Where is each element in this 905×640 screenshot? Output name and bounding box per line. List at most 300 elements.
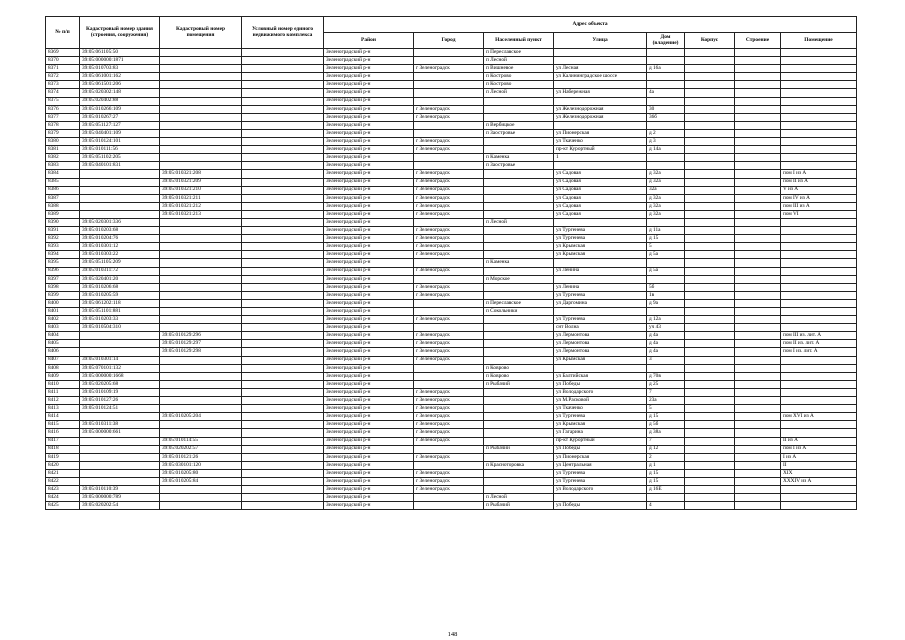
cell-cadastral: 39:05:000000:1871 bbox=[80, 57, 160, 65]
cell-district: Зеленоградский р-н bbox=[324, 121, 414, 129]
cell-house: 5б bbox=[647, 283, 685, 291]
cell-city: г Зеленоградск bbox=[414, 453, 484, 461]
header-address: Адрес объекта bbox=[324, 17, 857, 33]
cell-settlement: п Каменка bbox=[484, 154, 554, 162]
cell-room bbox=[781, 421, 857, 429]
cell-house bbox=[647, 57, 685, 65]
cell-street: ул Тургенева bbox=[554, 291, 647, 299]
cell-conditional bbox=[242, 154, 324, 162]
cell-street: пр-кт Курортный bbox=[554, 146, 647, 154]
cell-conditional bbox=[242, 243, 324, 251]
cell-structure bbox=[735, 97, 781, 105]
cell-building bbox=[685, 170, 735, 178]
cell-street: ул Тургенева bbox=[554, 227, 647, 235]
cell-room-cadastral: 39:05:010129:297 bbox=[160, 340, 242, 348]
cell-street bbox=[554, 494, 647, 502]
cell-cadastral: 39:05:010203:68 bbox=[80, 227, 160, 235]
cell-room bbox=[781, 364, 857, 372]
cell-room bbox=[781, 316, 857, 324]
cell-structure bbox=[735, 121, 781, 129]
cell-cadastral bbox=[80, 210, 160, 218]
cell-room bbox=[781, 275, 857, 283]
cell-settlement bbox=[484, 405, 554, 413]
cell-district: Зеленоградский р-н bbox=[324, 73, 414, 81]
cell-house: 36б bbox=[647, 113, 685, 121]
cell-num: 8383 bbox=[46, 162, 80, 170]
cell-cadastral bbox=[80, 413, 160, 421]
cell-house: 4а bbox=[647, 89, 685, 97]
cell-conditional bbox=[242, 186, 324, 194]
cell-conditional bbox=[242, 364, 324, 372]
cell-room bbox=[781, 81, 857, 89]
cell-city: г Зеленоградск bbox=[414, 146, 484, 154]
cell-cadastral bbox=[80, 340, 160, 348]
cell-building bbox=[685, 308, 735, 316]
cell-cadastral: 39:05:010703:83 bbox=[80, 65, 160, 73]
cell-building bbox=[685, 57, 735, 65]
cell-settlement: п Вишневое bbox=[484, 65, 554, 73]
cell-settlement: п Красноторовка bbox=[484, 461, 554, 469]
table-row bbox=[46, 57, 857, 65]
table-row bbox=[46, 380, 857, 388]
cell-structure bbox=[735, 413, 781, 421]
cell-city bbox=[414, 308, 484, 316]
cell-num: 8373 bbox=[46, 81, 80, 89]
cell-house: д 16Е bbox=[647, 486, 685, 494]
cell-room bbox=[781, 113, 857, 121]
cell-settlement: п Рыбачий bbox=[484, 380, 554, 388]
cell-num: 8408 bbox=[46, 364, 80, 372]
cell-cadastral: 39:05:010266:109 bbox=[80, 105, 160, 113]
cell-structure bbox=[735, 388, 781, 396]
cell-structure bbox=[735, 235, 781, 243]
cell-num: 8386 bbox=[46, 186, 80, 194]
cell-district: Зеленоградский р-н bbox=[324, 49, 414, 57]
cell-district: Зеленоградский р-н bbox=[324, 502, 414, 510]
cell-cadastral: 39:05:010303:22 bbox=[80, 251, 160, 259]
cell-settlement bbox=[484, 340, 554, 348]
cell-settlement: п Заостровье bbox=[484, 129, 554, 137]
cell-house: д 15 bbox=[647, 477, 685, 485]
table-row bbox=[46, 243, 857, 251]
cell-building bbox=[685, 243, 735, 251]
cell-house: д 32а bbox=[647, 178, 685, 186]
cell-house: уч 43 bbox=[647, 324, 685, 332]
cell-building bbox=[685, 113, 735, 121]
cell-city: г Зеленоградск bbox=[414, 332, 484, 340]
cell-conditional bbox=[242, 348, 324, 356]
cell-num: 8387 bbox=[46, 194, 80, 202]
cell-city: г Зеленоградск bbox=[414, 227, 484, 235]
cell-house bbox=[647, 259, 685, 267]
cell-house: д 5б bbox=[647, 421, 685, 429]
table-row bbox=[46, 477, 857, 485]
cell-city bbox=[414, 73, 484, 81]
cell-room bbox=[781, 227, 857, 235]
cell-settlement bbox=[484, 146, 554, 154]
cell-room-cadastral: 39:05:010205:84 bbox=[160, 477, 242, 485]
cell-cadastral bbox=[80, 170, 160, 178]
cell-building bbox=[685, 445, 735, 453]
cell-room-cadastral bbox=[160, 113, 242, 121]
table-row bbox=[46, 324, 857, 332]
cell-room-cadastral bbox=[160, 243, 242, 251]
cell-city: г Зеленоградск bbox=[414, 397, 484, 405]
cell-building bbox=[685, 146, 735, 154]
cell-settlement: п Коврово bbox=[484, 364, 554, 372]
cell-district: Зеленоградский р-н bbox=[324, 65, 414, 73]
cell-conditional bbox=[242, 121, 324, 129]
cell-district: Зеленоградский р-н bbox=[324, 405, 414, 413]
cell-street: ул Тургенева bbox=[554, 235, 647, 243]
cell-building bbox=[685, 421, 735, 429]
cell-city bbox=[414, 275, 484, 283]
cell-structure bbox=[735, 308, 781, 316]
cell-room-cadastral bbox=[160, 502, 242, 510]
cell-num: 8410 bbox=[46, 380, 80, 388]
cell-house bbox=[647, 308, 685, 316]
cell-street bbox=[554, 218, 647, 226]
cell-structure bbox=[735, 194, 781, 202]
cell-district: Зеленоградский р-н bbox=[324, 324, 414, 332]
cell-room bbox=[781, 429, 857, 437]
cell-num: 8392 bbox=[46, 235, 80, 243]
cell-num: 8425 bbox=[46, 502, 80, 510]
cell-street bbox=[554, 81, 647, 89]
cell-cadastral: 39:05:040401:109 bbox=[80, 129, 160, 137]
cell-settlement bbox=[484, 170, 554, 178]
cell-city: г Зеленоградск bbox=[414, 210, 484, 218]
cell-house: д 32а bbox=[647, 210, 685, 218]
cell-house bbox=[647, 364, 685, 372]
cell-conditional bbox=[242, 178, 324, 186]
cell-conditional bbox=[242, 291, 324, 299]
cell-room-cadastral: 39:05:010114:55 bbox=[160, 437, 242, 445]
cell-room-cadastral bbox=[160, 57, 242, 65]
cell-district: Зеленоградский р-н bbox=[324, 113, 414, 121]
cell-city: г Зеленоградск bbox=[414, 356, 484, 364]
cell-num: 8378 bbox=[46, 121, 80, 129]
cell-city: г Зеленоградск bbox=[414, 194, 484, 202]
cell-num: 8401 bbox=[46, 308, 80, 316]
cell-building bbox=[685, 380, 735, 388]
cell-settlement bbox=[484, 356, 554, 364]
cell-street bbox=[554, 275, 647, 283]
cell-house bbox=[647, 49, 685, 57]
cell-district: Зеленоградский р-н bbox=[324, 372, 414, 380]
cell-district: Зеленоградский р-н bbox=[324, 413, 414, 421]
cell-city bbox=[414, 57, 484, 65]
cell-structure bbox=[735, 477, 781, 485]
cell-district: Зеленоградский р-н bbox=[324, 178, 414, 186]
cell-building bbox=[685, 461, 735, 469]
cell-conditional bbox=[242, 372, 324, 380]
cell-building bbox=[685, 332, 735, 340]
cell-room bbox=[781, 129, 857, 137]
table-row bbox=[46, 210, 857, 218]
cell-conditional bbox=[242, 146, 324, 154]
table-row bbox=[46, 194, 857, 202]
cell-room bbox=[781, 283, 857, 291]
cell-num: 8384 bbox=[46, 170, 80, 178]
cell-cadastral bbox=[80, 445, 160, 453]
cell-num: 8391 bbox=[46, 227, 80, 235]
cell-cadastral: 39:05:010127:26 bbox=[80, 397, 160, 405]
cell-num: 8406 bbox=[46, 348, 80, 356]
cell-city bbox=[414, 461, 484, 469]
cell-conditional bbox=[242, 324, 324, 332]
cell-settlement bbox=[484, 469, 554, 477]
cell-settlement bbox=[484, 486, 554, 494]
cell-settlement bbox=[484, 202, 554, 210]
cell-building bbox=[685, 105, 735, 113]
cell-num: 8403 bbox=[46, 324, 80, 332]
cell-house: д 14а bbox=[647, 146, 685, 154]
table-row bbox=[46, 299, 857, 307]
cell-structure bbox=[735, 469, 781, 477]
cell-room: пом I из А bbox=[781, 445, 857, 453]
cell-room-cadastral: 39:05:010129:296 bbox=[160, 332, 242, 340]
cell-cadastral: 39:05:020302:148 bbox=[80, 89, 160, 97]
cell-house bbox=[647, 218, 685, 226]
cell-settlement bbox=[484, 348, 554, 356]
cell-num: 8390 bbox=[46, 218, 80, 226]
cell-conditional bbox=[242, 437, 324, 445]
cell-num: 8372 bbox=[46, 73, 80, 81]
cell-building bbox=[685, 340, 735, 348]
cell-district: Зеленоградский р-н bbox=[324, 494, 414, 502]
cell-building bbox=[685, 502, 735, 510]
table-row bbox=[46, 146, 857, 154]
cell-structure bbox=[735, 421, 781, 429]
cell-street: ул Садовая bbox=[554, 186, 647, 194]
cell-building bbox=[685, 129, 735, 137]
cell-num: 8389 bbox=[46, 210, 80, 218]
cell-structure bbox=[735, 178, 781, 186]
cell-room-cadastral bbox=[160, 73, 242, 81]
cell-structure bbox=[735, 170, 781, 178]
table-row bbox=[46, 170, 857, 178]
cell-district: Зеленоградский р-н bbox=[324, 243, 414, 251]
header-room-cadastral: Кадастровый номер помещения bbox=[160, 17, 242, 49]
cell-street: ул Лесная bbox=[554, 65, 647, 73]
cell-house: д 3 bbox=[647, 138, 685, 146]
table-row bbox=[46, 397, 857, 405]
cell-room-cadastral: 39:05:010321:212 bbox=[160, 202, 242, 210]
cell-cadastral: 39:05:051102:205 bbox=[80, 154, 160, 162]
cell-settlement bbox=[484, 267, 554, 275]
cell-settlement bbox=[484, 138, 554, 146]
cell-conditional bbox=[242, 259, 324, 267]
cell-settlement bbox=[484, 397, 554, 405]
cell-city: г Зеленоградск bbox=[414, 267, 484, 275]
cell-building bbox=[685, 299, 735, 307]
cell-conditional bbox=[242, 469, 324, 477]
cell-conditional bbox=[242, 283, 324, 291]
cell-building bbox=[685, 291, 735, 299]
cell-house: д 5а bbox=[647, 267, 685, 275]
cell-room-cadastral bbox=[160, 291, 242, 299]
cell-room-cadastral bbox=[160, 429, 242, 437]
cell-room bbox=[781, 154, 857, 162]
cell-conditional bbox=[242, 210, 324, 218]
cell-house: д 9а bbox=[647, 299, 685, 307]
cell-room bbox=[781, 138, 857, 146]
header-house: Дом (владение) bbox=[647, 33, 685, 49]
cell-cadastral bbox=[80, 453, 160, 461]
cell-cadastral: 39:05:010301:12 bbox=[80, 243, 160, 251]
cell-room-cadastral: 39:05:010205:80 bbox=[160, 469, 242, 477]
cell-room-cadastral bbox=[160, 283, 242, 291]
cell-street: снт Волна bbox=[554, 324, 647, 332]
cell-conditional bbox=[242, 138, 324, 146]
cell-street: ул Калининградское шоссе bbox=[554, 73, 647, 81]
cell-num: 8395 bbox=[46, 259, 80, 267]
cell-room-cadastral: 39:05:010321:211 bbox=[160, 194, 242, 202]
cell-cadastral: 39:05:010206:68 bbox=[80, 283, 160, 291]
cell-settlement: п Рыбачий bbox=[484, 502, 554, 510]
cell-settlement: п Сокольники bbox=[484, 308, 554, 316]
cell-building bbox=[685, 162, 735, 170]
cell-num: 8420 bbox=[46, 461, 80, 469]
cell-city bbox=[414, 259, 484, 267]
cell-cadastral: 39:05:051127:127 bbox=[80, 121, 160, 129]
cell-room-cadastral bbox=[160, 235, 242, 243]
cell-building bbox=[685, 73, 735, 81]
cell-district: Зеленоградский р-н bbox=[324, 397, 414, 405]
cell-city bbox=[414, 218, 484, 226]
cell-building bbox=[685, 186, 735, 194]
cell-cadastral bbox=[80, 332, 160, 340]
cell-district: Зеленоградский р-н bbox=[324, 340, 414, 348]
cell-room bbox=[781, 49, 857, 57]
cell-settlement bbox=[484, 235, 554, 243]
cell-city bbox=[414, 502, 484, 510]
cell-house: 1в bbox=[647, 291, 685, 299]
cell-conditional bbox=[242, 65, 324, 73]
cell-structure bbox=[735, 210, 781, 218]
cell-city: г Зеленоградск bbox=[414, 170, 484, 178]
cell-building bbox=[685, 218, 735, 226]
cell-conditional bbox=[242, 299, 324, 307]
cell-street bbox=[554, 49, 647, 57]
cell-district: Зеленоградский р-н bbox=[324, 364, 414, 372]
cell-building bbox=[685, 138, 735, 146]
table-row bbox=[46, 502, 857, 510]
cell-street: ул Балтийская bbox=[554, 372, 647, 380]
cell-district: Зеленоградский р-н bbox=[324, 299, 414, 307]
table-row bbox=[46, 186, 857, 194]
cell-district: Зеленоградский р-н bbox=[324, 477, 414, 485]
cell-room bbox=[781, 356, 857, 364]
cell-district: Зеленоградский р-н bbox=[324, 259, 414, 267]
cell-district: Зеленоградский р-н bbox=[324, 437, 414, 445]
cell-district: Зеленоградский р-н bbox=[324, 332, 414, 340]
cell-building bbox=[685, 49, 735, 57]
cell-conditional bbox=[242, 308, 324, 316]
cell-district: Зеленоградский р-н bbox=[324, 105, 414, 113]
cell-structure bbox=[735, 138, 781, 146]
cell-room: пом VI bbox=[781, 210, 857, 218]
cell-structure bbox=[735, 486, 781, 494]
cell-building bbox=[685, 259, 735, 267]
cell-conditional bbox=[242, 429, 324, 437]
cell-num: 8374 bbox=[46, 89, 80, 97]
cell-structure bbox=[735, 372, 781, 380]
cell-conditional bbox=[242, 267, 324, 275]
table-row bbox=[46, 405, 857, 413]
cell-settlement bbox=[484, 105, 554, 113]
cell-street: ул Ленина bbox=[554, 267, 647, 275]
cell-street: ул Железнодорожная bbox=[554, 105, 647, 113]
table-row bbox=[46, 372, 857, 380]
cell-street: ул Лермонтова bbox=[554, 340, 647, 348]
cell-structure bbox=[735, 364, 781, 372]
cell-building bbox=[685, 348, 735, 356]
cell-structure bbox=[735, 65, 781, 73]
cell-house bbox=[647, 121, 685, 129]
cell-city bbox=[414, 299, 484, 307]
cell-cadastral: 39:05:010203:33 bbox=[80, 316, 160, 324]
table-row bbox=[46, 162, 857, 170]
cell-num: 8400 bbox=[46, 299, 80, 307]
cell-room-cadastral bbox=[160, 324, 242, 332]
cell-street: ул Железнодорожная bbox=[554, 113, 647, 121]
cell-conditional bbox=[242, 73, 324, 81]
cell-num: 8376 bbox=[46, 105, 80, 113]
cell-settlement bbox=[484, 413, 554, 421]
cell-room: пом IV из А bbox=[781, 194, 857, 202]
cell-city: г Зеленоградск bbox=[414, 105, 484, 113]
cell-conditional bbox=[242, 405, 324, 413]
cell-num: 8404 bbox=[46, 332, 80, 340]
cell-conditional bbox=[242, 356, 324, 364]
cell-district: Зеленоградский р-н bbox=[324, 227, 414, 235]
cell-settlement bbox=[484, 316, 554, 324]
cell-building bbox=[685, 283, 735, 291]
cell-room bbox=[781, 267, 857, 275]
cell-city: г Зеленоградск bbox=[414, 186, 484, 194]
cell-street: ул Садовая bbox=[554, 194, 647, 202]
cell-structure bbox=[735, 243, 781, 251]
cell-city bbox=[414, 81, 484, 89]
cell-city bbox=[414, 49, 484, 57]
cell-settlement bbox=[484, 332, 554, 340]
cell-room-cadastral bbox=[160, 89, 242, 97]
cell-street: ул Ленина bbox=[554, 283, 647, 291]
cell-room bbox=[781, 380, 857, 388]
cell-house: д 4а bbox=[647, 340, 685, 348]
cell-building bbox=[685, 486, 735, 494]
cell-city bbox=[414, 162, 484, 170]
cell-settlement bbox=[484, 437, 554, 445]
header-cadastral: Кадастровый номер здания (строения, сооружения) bbox=[80, 17, 160, 49]
cell-settlement: п Заостровье bbox=[484, 162, 554, 170]
cell-cadastral bbox=[80, 469, 160, 477]
cell-room-cadastral bbox=[160, 129, 242, 137]
cell-room-cadastral bbox=[160, 267, 242, 275]
cell-city bbox=[414, 97, 484, 105]
cell-district: Зеленоградский р-н bbox=[324, 251, 414, 259]
cell-city: г Зеленоградск bbox=[414, 251, 484, 259]
cell-city: г Зеленоградск bbox=[414, 437, 484, 445]
cell-city: г Зеленоградск bbox=[414, 113, 484, 121]
cell-num: 8375 bbox=[46, 97, 80, 105]
cell-street: ул Пионерская bbox=[554, 453, 647, 461]
cell-street: ул Победы bbox=[554, 502, 647, 510]
cell-district: Зеленоградский р-н bbox=[324, 291, 414, 299]
cell-cadastral: 39:05:010124:51 bbox=[80, 405, 160, 413]
